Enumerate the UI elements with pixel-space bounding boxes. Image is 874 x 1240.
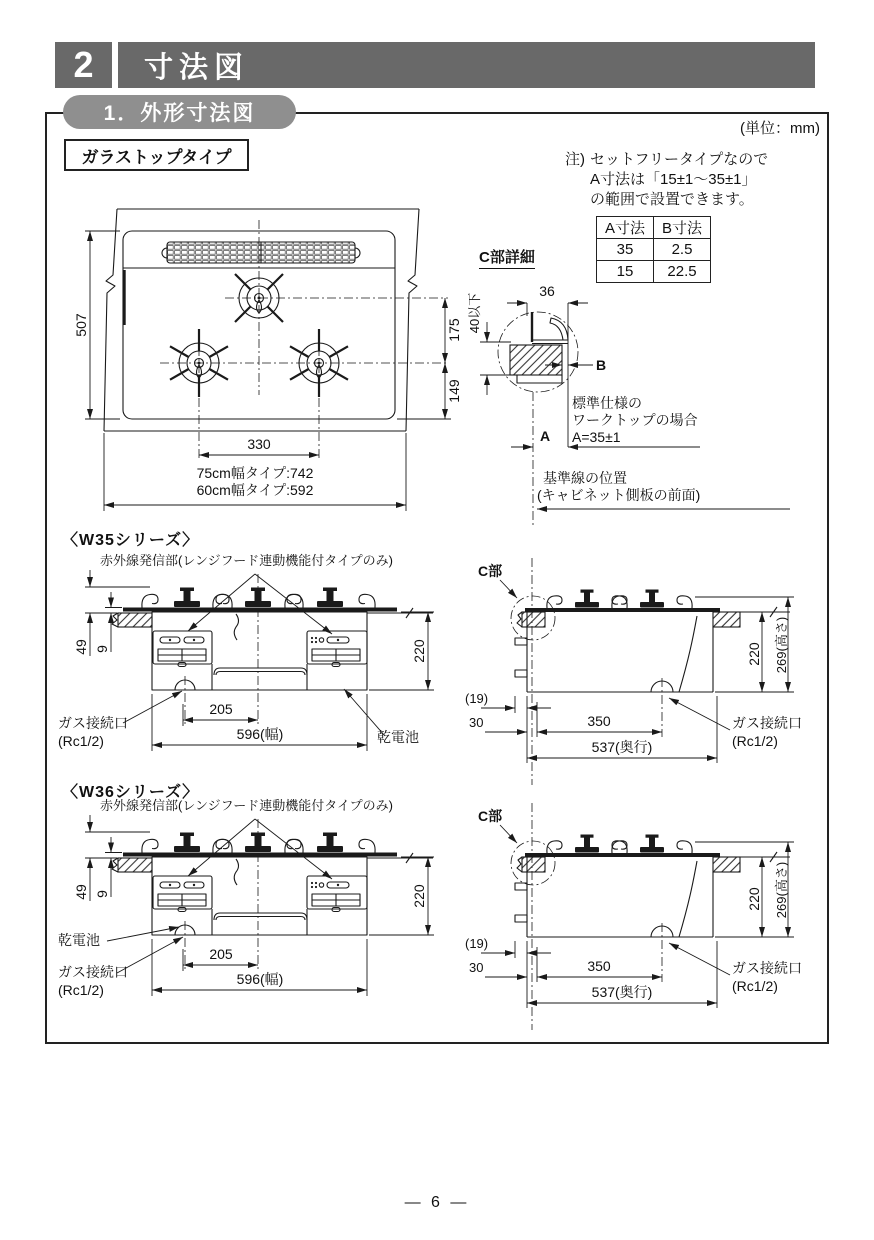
dimension-220 [369,612,434,690]
worktop-back [713,857,740,872]
dimension-537 [527,696,717,763]
w35-side-view [455,550,825,790]
col-header-a: A寸法 [597,217,654,239]
glass-top-plate [123,608,397,612]
dimension-30-350 [469,947,662,982]
dim-label: 49 [73,884,89,900]
dim-label: 507 [73,313,89,337]
worktop-left [118,858,152,872]
dim-label: 269(高さ) [774,616,789,674]
dim-label: (19) [465,936,489,951]
dimension-596 [152,694,367,751]
dimension-330 [199,436,319,455]
note-line: 標準仕様の [572,395,642,411]
svg-text:(Rc1/2): (Rc1/2) [732,733,778,749]
dim-label: 269(高さ) [774,861,789,919]
svg-text:乾電池: 乾電池 [58,932,100,948]
dimension-507 [73,231,120,419]
control-panel-right [311,637,360,667]
w36-side-view [455,795,825,1035]
note-line: A=35±1 [572,429,621,445]
svg-text:(Rc1/2): (Rc1/2) [58,733,104,749]
top-view-diagram [55,190,470,525]
page-number: — 6 — [404,1194,470,1211]
dim-label: 220 [411,639,427,663]
dimension-205 [183,946,258,971]
note-block [565,150,768,210]
c-detail-diagram [455,268,825,530]
glass-top-plate [525,608,720,612]
cell-a: 15 [597,261,654,283]
label-b: B [596,357,607,373]
control-panel-left [158,637,206,667]
svg-text:ガス接続口: ガス接続口 [732,960,802,976]
glass-top-plate [123,853,397,857]
note-lines [590,150,768,210]
dimension-40max [467,293,518,395]
dim-label: 350 [587,958,611,974]
dimension-537 [527,941,717,1008]
note-line: (キャビネット側板の前面) [537,487,701,503]
ir-emitter-label: 赤外線発信部(レンジフード連動機能付タイプのみ) [100,798,393,813]
note-line: セットフリータイプなので [590,151,769,168]
worktop-front [522,857,545,872]
dim-label: 596(幅) [236,971,284,987]
svg-text:(Rc1/2): (Rc1/2) [732,978,778,994]
cooktop-edge-section [532,312,568,344]
dim-label: 40以下 [467,292,482,334]
dim-label: 537(奥行) [591,739,653,755]
table-row [597,239,711,261]
w36-series-heading: 〈W36シリーズ〉 [62,784,200,801]
section-title: 寸法図 [144,51,250,84]
c-part-label: C部 [478,563,503,579]
worktop-step [517,375,562,383]
dim-label: 175 [446,318,462,342]
table-header-row [597,217,711,239]
c-part-label: C部 [478,808,503,824]
cooktop-body [152,857,367,935]
cooktop-body [152,612,367,690]
w35-series-heading: 〈W35シリーズ〉 [62,532,200,549]
ir-emitter-label: 赤外線発信部(レンジフード連動機能付タイプのみ) [100,553,393,568]
reference-line-note [537,470,790,509]
dim-label: 220 [746,887,762,911]
width-75-label: 75cm幅タイプ:742 [196,465,314,481]
dimension-596 [152,939,367,996]
dim-label: 220 [746,642,762,666]
subsection-pill: 1．外形寸法図 [63,95,296,129]
dim-label: 9 [94,890,110,898]
svg-text:(Rc1/2): (Rc1/2) [58,982,104,998]
dim-label: 537(奥行) [591,984,653,1000]
dim-label: 36 [539,283,555,299]
col-header-b: B寸法 [654,217,711,239]
section-title-bar [118,42,815,88]
glass-top-plate [525,853,720,857]
worktop-back [713,612,740,627]
width-60-label: 60cm幅タイプ:592 [196,482,314,498]
dim-label: 350 [587,713,611,729]
dim-label: 49 [73,639,89,655]
dim-label: 220 [411,884,427,908]
note-prefix: 注) [565,151,585,168]
note-line: ワークトップの場合 [572,412,698,428]
dim-label: 596(幅) [236,726,284,742]
battery-label [58,927,179,948]
svg-text:乾電池: 乾電池 [377,729,419,745]
worktop-left [118,613,152,627]
dim-label: (19) [465,691,489,706]
section-number: 2 [55,42,112,88]
control-panel-left [158,882,206,912]
gas-connection-label [669,943,802,994]
dimension-205 [183,701,258,726]
svg-text:ガス接続口: ガス接続口 [58,964,128,980]
worktop-front [522,612,545,627]
standard-worktop-note [572,395,698,445]
dim-label: 149 [446,379,462,403]
svg-text:ガス接続口: ガス接続口 [58,715,128,731]
gas-connection-label [58,691,182,749]
control-panel-right [311,882,360,912]
w36-front-view [55,793,470,1023]
note-line: 基準線の位置 [543,470,627,486]
dim-label: 205 [209,701,233,717]
dimension-30-350 [469,702,662,737]
unit-note: (単位：mm) [740,120,820,137]
dim-label: 9 [94,645,110,653]
cell-b: 22.5 [654,261,711,283]
note-line: A寸法は「15±1～35±1」 [590,171,757,188]
dim-label: 330 [247,436,271,452]
w35-front-view [55,548,470,778]
label-a: A [539,428,551,444]
dimension-220 [369,857,434,935]
worktop-cross-section [510,345,562,375]
battery-label [344,689,419,745]
dim-label: 205 [209,946,233,962]
cell-a: 35 [597,239,654,261]
dim-label: 30 [469,960,484,975]
note-line: の範囲で設置できます。 [590,191,754,208]
dim-label: 30 [469,715,484,730]
c-detail-title: C部詳細 [479,246,535,269]
svg-text:ガス接続口: ガス接続口 [732,715,802,731]
cell-b: 2.5 [654,239,711,261]
type-label-box: ガラストップタイプ [64,139,249,171]
gas-connection-label [669,698,802,749]
